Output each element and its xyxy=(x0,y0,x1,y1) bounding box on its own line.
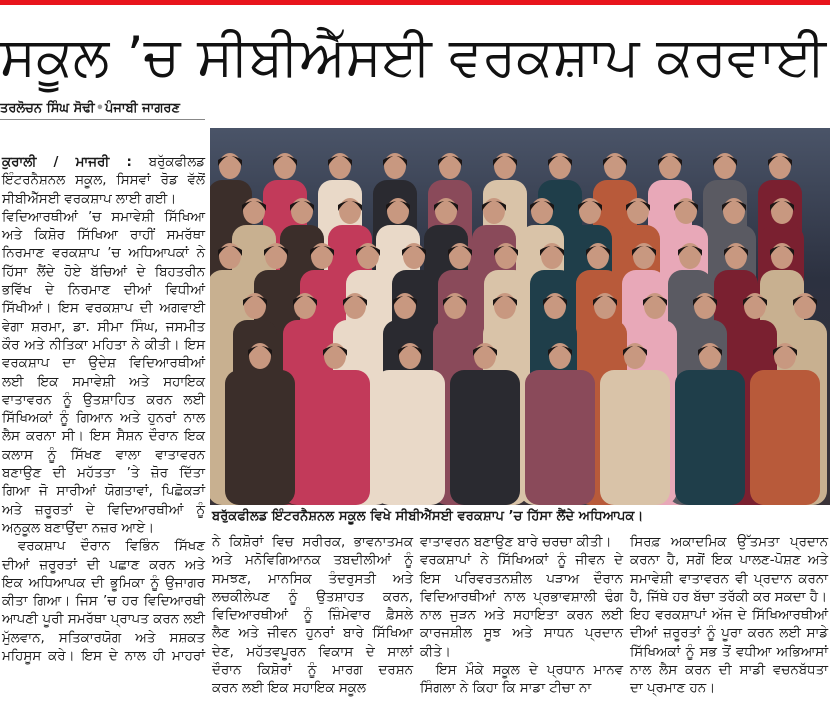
article-line: ਲੈਣ ਅਤੇ ਜੀਵਨ ਹੁਨਰਾਂ ਬਾਰੇ ਸਿੱਖਿਆ xyxy=(212,626,413,642)
article-line: ਇਕ ਅਧਿਆਪਕ ਦੀ ਭੂਮਿਕਾ ਨੂੰ ਉਜਾਗਰ xyxy=(2,575,205,591)
article-line: ਵਿਦਿਆਰਥੀਆਂ ਨੂੰ ਜ਼ਿੰਮੇਵਾਰ ਫ਼ੈਸਲੇ xyxy=(212,608,413,624)
person-face xyxy=(679,243,701,269)
lower-columns xyxy=(210,534,830,699)
person-face xyxy=(744,293,766,319)
byline xyxy=(0,101,205,120)
person-face xyxy=(474,343,496,369)
person-face xyxy=(495,243,517,269)
article-line: ਲਚਕੀਲੇਪਣ ਨੂੰ ਉਤਸ਼ਾਹਤ ਕਰਨ, xyxy=(212,589,413,605)
person-body xyxy=(375,370,445,505)
person-face xyxy=(769,153,791,179)
person-face xyxy=(243,198,265,224)
person-face xyxy=(531,198,553,224)
article-line: ਅਤੇ ਕਿਸ਼ੋਰ ਸਿੱਖਿਆ ਰਾਹੀਂ ਸਮਰੱਥਾ xyxy=(2,228,205,244)
article-line: ਵੇਗਾ ਸ਼ਰਮਾ, ਡਾ. ਸੀਮਾ ਸਿੰਘ, ਜਸਮੀਤ xyxy=(2,319,205,335)
photo-caption: ਬਰੁੱਕਫੀਲਡ ਇੰਟਰਨੈਸ਼ਨਲ ਸਕੂਲ ਵਿਖੇ ਸੀਬੀਐੱਸਈ ਵਰਕਸ਼ਾਪ ’ਚ ਹਿੱਸਾ ਲੈਂਦੇ ਅਧਿਆਪਕ। xyxy=(212,509,644,524)
person-body xyxy=(600,370,670,505)
person-face xyxy=(311,243,333,269)
article-line: ਹਿੱਸਾ ਲੈਂਦੇ ਹੋਏ ਬੱਚਿਆਂ ਦੇ ਬਿਹਤਰੀਨ xyxy=(2,264,205,280)
article-column-1 xyxy=(2,154,205,666)
article-line-text: ਬਰੁੱਕਫੀਲਡ xyxy=(148,155,206,170)
person-face xyxy=(714,153,736,179)
person-face xyxy=(544,293,566,319)
person-face xyxy=(774,343,796,369)
top-accent-bar xyxy=(0,0,830,5)
person-face xyxy=(244,293,266,319)
person-face xyxy=(291,198,313,224)
article-line: ਵਿਦਿਆਰਥੀਆਂ ਨਾਲ ਪ੍ਰਭਾਵਸ਼ਾਲੀ ਢੰਗ xyxy=(420,589,623,605)
article-line: ਇਸ ਪਰਿਵਰਤਨਸ਼ੀਲ ਪੜਾਅ ਦੌਰਾਨ xyxy=(420,571,623,587)
person-face xyxy=(541,243,563,269)
person-face xyxy=(594,293,616,319)
person-body xyxy=(675,370,745,505)
article-line: ਇਸ ਮੌਕੇ ਸਕੂਲ ਦੇ ਪ੍ਰਧਾਨ ਮਾਨਵ xyxy=(436,663,623,679)
article-line: ਸਿਰਫ਼ ਅਕਾਦਮਿਕ ਉੱਤਮਤਾ ਪ੍ਰਦਾਨ xyxy=(630,535,828,550)
person-face xyxy=(725,243,747,269)
article-line: ਸਿੰਗਲਾ ਨੇ ਕਿਹਾ ਕਿ ਸਾਡਾ ਟੀਚਾ ਨਾ xyxy=(420,681,592,697)
article-line: ਕਰਨਾ ਹੈ, ਸਗੋਂ ਇਕ ਪਾਲਣ-ਪੋਸ਼ਣ ਅਤੇ xyxy=(630,553,828,569)
article-line xyxy=(2,154,205,172)
article-line: ਆਪਣੀ ਪੂਰੀ ਸਮਰੱਥਾ ਪ੍ਰਾਪਤ ਕਰਨ ਲਈ xyxy=(2,612,205,628)
person-face xyxy=(794,293,816,319)
person-face xyxy=(399,343,421,369)
dateline: ਕੁਰਾਲੀ / ਮਾਜਰੀ : xyxy=(2,155,132,170)
person-face xyxy=(274,153,296,179)
article-line: ਅਨੁਕੂਲ ਬਣਾਉਂਦਾ ਨਜ਼ਰ ਆਏ। xyxy=(2,520,155,536)
article-line: ਦੇਣ, ਮਹੱਤਵਪੂਰਨ ਵਿਕਾਸ ਦੇ ਸਾਲਾਂ xyxy=(212,644,413,660)
person-body xyxy=(225,370,295,505)
article-column-4 xyxy=(630,534,828,699)
person-face xyxy=(644,293,666,319)
article-line: ਇੰਟਰਨੈਸ਼ਨਲ ਸਕੂਲ, ਸਿਸਵਾਂ ਰੋਡ ਵੱਲੋਂ xyxy=(2,173,205,189)
person-face xyxy=(265,243,287,269)
person-face xyxy=(344,293,366,319)
article-line: ਲੈਸ ਕਰਨਾ ਸੀ। ਇਸ ਸੈਸ਼ਨ ਦੌਰਾਨ ਇਕ xyxy=(2,429,205,445)
article-line: ਅਤੇ ਮਨੋਵਿਗਿਆਨਕ ਤਬਦੀਲੀਆਂ ਨੂੰ xyxy=(212,553,413,569)
person-face xyxy=(587,243,609,269)
article-line: ਵਾਤਾਵਰਨ ਬਣਾਉਣ ਬਾਰੇ ਚਰਚਾ ਕੀਤੀ। xyxy=(420,535,612,550)
article-line: ਸਿੱਖਿਅਕਾਂ ਨੂੰ ਸਭ ਤੋਂ ਵਧੀਆ ਅਭਿਆਸਾਂ xyxy=(630,644,828,660)
article-line: ਦੀਆਂ ਜ਼ਰੂਰਤਾਂ ਦੀ ਪਛਾਣ ਕਰਨ ਅਤੇ xyxy=(2,557,205,573)
person-face xyxy=(771,198,793,224)
article-line: ਕਰਨ ਲਈ ਇਕ ਸਹਾਇਕ ਸਕੂਲ xyxy=(212,681,366,697)
headline: ਸਕੂਲ ’ਚ ਸੀਬੀਐੱਸਈ ਵਰਕਸ਼ਾਪ ਕਰਵਾਈ xyxy=(0,25,827,88)
person-face xyxy=(394,293,416,319)
article-line: ਸਿੱਖੀਆਂ। ਇਸ ਵਰਕਸ਼ਾਪ ਦੀ ਅਗਵਾਈ xyxy=(2,301,205,317)
person-face xyxy=(357,243,379,269)
person-face xyxy=(604,153,626,179)
person-face xyxy=(723,198,745,224)
byline-publication: ਪੰਜਾਬੀ ਜਾਗਰਣ xyxy=(105,101,180,116)
article-line: ਮਹਿਸੂਸ ਕਰੇ। ਇਸ ਦੇ ਨਾਲ ਹੀ ਮਾਹਰਾਂ xyxy=(2,649,205,665)
article-line: ਬਣਾਉਣ ਦੀ ਮਹੱਤਤਾ ’ਤੇ ਜ਼ੋਰ ਦਿੱਤਾ xyxy=(2,466,205,482)
person-face xyxy=(624,343,646,369)
person-face xyxy=(219,153,241,179)
article-line: ਕਾਰਜਸ਼ੀਲ ਸੂਝ ਅਤੇ ਸਾਧਨ ਪ੍ਰਦਾਨ xyxy=(420,626,623,642)
article-line: ਨਾਲ ਲੈਸ ਕਰਨ ਦੀ ਸਾਡੀ ਵਚਨਬੱਧਤਾ xyxy=(630,663,828,679)
article-line: ਸਿੱਖਿਅਕਾਂ ਨੂੰ ਗਿਆਨ ਅਤੇ ਹੁਨਰਾਂ ਨਾਲ xyxy=(2,411,205,427)
article-line: ਸਮਾਵੇਸ਼ੀ ਵਾਤਾਵਰਨ ਵੀ ਪ੍ਰਦਾਨ ਕਰਨਾ xyxy=(630,571,828,587)
article-line: ਲਈ ਇਕ ਸਮਾਵੇਸ਼ੀ ਅਤੇ ਸਹਾਇਕ xyxy=(2,374,205,390)
article-line: ਹੈ, ਜਿੱਥੇ ਹਰ ਬੱਚਾ ਤਰੱਕੀ ਕਰ ਸਕਦਾ ਹੈ। xyxy=(630,589,828,605)
person-body xyxy=(450,370,520,505)
article-line: ਦਾ ਪ੍ਰਮਾਣ ਹਨ। xyxy=(630,681,716,697)
article-line: ਵਿਦਿਆਰਥੀਆਂ ’ਚ ਸਮਾਵੇਸ਼ੀ ਸਿੱਖਿਆ xyxy=(2,209,205,225)
article-line: ਕਲਾਸ ਨੂੰ ਸਿੱਖਣ ਵਾਲਾ ਵਾਤਾਵਰਨ xyxy=(2,447,205,463)
person-face xyxy=(324,343,346,369)
article-line: ਮੁੱਲਵਾਨ, ਸਤਿਕਾਰਯੋਗ ਅਤੇ ਸਸ਼ਕਤ xyxy=(2,630,205,646)
article-line: ਵਰਕਸ਼ਾਪ ਦੌਰਾਨ ਵਿਭਿੰਨ ਸਿੱਖਣ xyxy=(18,539,205,555)
article-line: ਸੀਬੀਐੱਸਈ ਵਰਕਸ਼ਾਪ ਲਾਈ ਗਈ। xyxy=(2,191,177,207)
person-face xyxy=(449,243,471,269)
person-face xyxy=(329,153,351,179)
article-line: ਨਿਰਮਾਣ ਵਰਕਸ਼ਾਪ ’ਚ ਅਧਿਆਪਕਾਂ ਨੇ xyxy=(2,246,205,262)
left-column-area xyxy=(0,101,205,666)
article-line: ਵਾਤਾਵਰਨ ਨੂੰ ਉਤਸ਼ਾਹਿਤ ਕਰਨ ਲਈ xyxy=(2,392,205,408)
person-face xyxy=(694,293,716,319)
person-face xyxy=(633,243,655,269)
article-line: ਦੌਰਾਨ ਕਿਸ਼ੋਰਾਂ ਨੂੰ ਮਾਰਗ ਦਰਸ਼ਨ xyxy=(212,663,413,679)
article-body xyxy=(0,101,830,699)
article-line: ਵਰਕਸ਼ਾਪਾਂ ਨੇ ਸਿੱਖਿਅਕਾਂ ਨੂੰ ਜੀਵਨ ਦੇ xyxy=(420,553,623,569)
person-face xyxy=(494,153,516,179)
person-face xyxy=(219,243,241,269)
person-face xyxy=(579,198,601,224)
article-line: ਕੌਰ ਅਤੇ ਨੀਤਿਕਾ ਮਹਿਤਾ ਨੇ ਕੀਤੀ। ਇਸ xyxy=(2,337,205,353)
person-face xyxy=(439,153,461,179)
person-face xyxy=(483,198,505,224)
article-line: ਦੀਆਂ ਜ਼ਰੂਰਤਾਂ ਨੂੰ ਪੂਰਾ ਕਰਨ ਲਈ ਸਾਡੇ xyxy=(630,626,828,642)
person-face xyxy=(771,243,793,269)
person-face xyxy=(384,153,406,179)
person-face xyxy=(627,198,649,224)
person-body xyxy=(525,370,595,505)
group-photo-image xyxy=(210,128,830,505)
article-column-2 xyxy=(212,534,413,699)
person-face xyxy=(659,153,681,179)
person-face xyxy=(699,343,721,369)
article-line: ਨੇ ਕਿਸ਼ੋਰਾਂ ਵਿਚ ਸਰੀਰਕ, ਭਾਵਨਾਤਮਕ xyxy=(212,535,413,550)
article-line: ਇਹ ਵਰਕਸ਼ਾਪਾਂ ਅੱਜ ਦੇ ਸਿੱਖਿਆਰਥੀਆਂ xyxy=(630,608,828,624)
person-face xyxy=(249,343,271,369)
article-column-3 xyxy=(420,534,623,699)
person-body xyxy=(750,370,820,505)
right-area xyxy=(210,128,830,699)
person-face xyxy=(387,198,409,224)
article-line: ਅਤੇ ਜ਼ਰੂਰਤਾਂ ਦੇ ਵਿਦਿਆਰਥੀਆਂ ਨੂੰ xyxy=(2,502,205,518)
person-face xyxy=(435,198,457,224)
person-body xyxy=(300,370,370,505)
article-line: ਗਿਆ ਜੋ ਸਾਰੀਆਂ ਯੋਗਤਾਵਾਂ, ਪਿਛੋਕੜਾਂ xyxy=(2,484,205,500)
article-line: ਵਰਕਸ਼ਾਪ ਦਾ ਉਦੇਸ਼ ਵਿਦਿਆਰਥੀਆਂ xyxy=(2,356,205,372)
article-line: ਭਵਿੱਖ ਦੇ ਨਿਰਮਾਣ ਦੀਆਂ ਵਿਧੀਆਂ xyxy=(2,283,205,299)
group-photo xyxy=(210,128,830,505)
person-face xyxy=(549,153,571,179)
article-line: ਨਾਲ ਜੁੜਨ ਅਤੇ ਸਹਾਇਤਾ ਕਰਨ ਲਈ xyxy=(420,608,623,624)
person-face xyxy=(444,293,466,319)
person-face xyxy=(494,293,516,319)
person-face xyxy=(403,243,425,269)
article-line: ਕੀਤੇ। xyxy=(420,644,451,660)
person-face xyxy=(294,293,316,319)
article-line: ਸਮਝਣ, ਮਾਨਸਿਕ ਤੰਦਰੁਸਤੀ ਅਤੇ xyxy=(212,571,413,587)
person-face xyxy=(339,198,361,224)
person-face xyxy=(675,198,697,224)
byline-author: ਤਰਲੋਚਨ ਸਿੰਘ ਸੋਢੀ xyxy=(0,101,95,116)
article-line: ਕੀਤਾ ਗਿਆ। ਜਿਸ ’ਚ ਹਰ ਵਿਦਿਆਰਥੀ xyxy=(2,594,205,610)
person-face xyxy=(549,343,571,369)
byline-separator: • xyxy=(95,101,104,116)
